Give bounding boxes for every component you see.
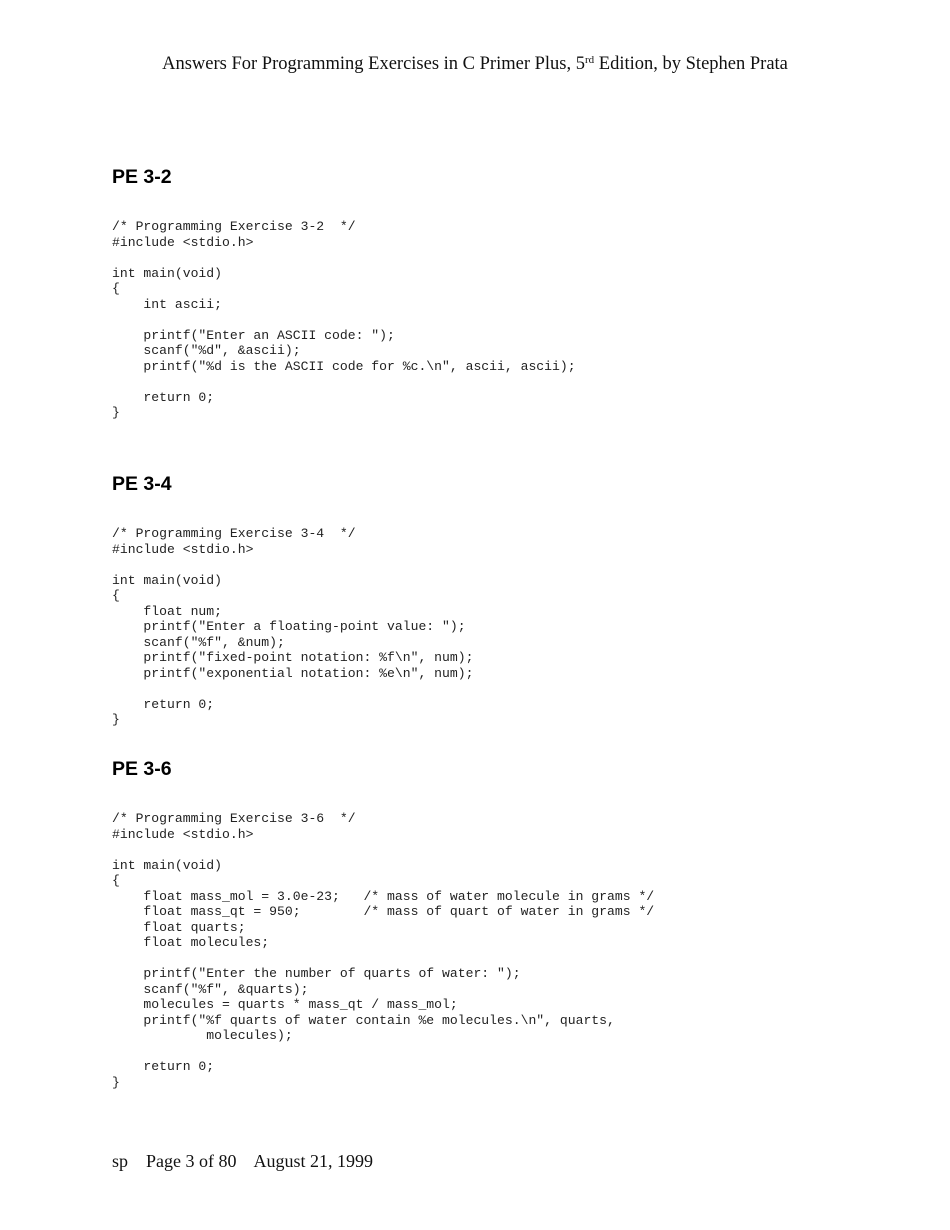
header-title-part1: Answers For Programming Exercises in C Primer Plus, 5 — [162, 54, 585, 74]
header-title-part2: Edition, by Stephen Prata — [594, 54, 788, 74]
header-title-superscript: rd — [585, 54, 595, 66]
page-footer: sp Page 3 of 80 August 21, 1999 — [112, 1151, 373, 1171]
section-title-pe-3-6: PE 3-6 — [112, 758, 172, 780]
code-block-pe-3-6: /* Programming Exercise 3-6 */ #include <stdio.h> int main(void) { float mass_mol = 3.0e-23; /* mass of water molecule in grams */ float mass_qt = 950; /* mass of quart of water in grams */ float quarts; float molecules; printf("Enter the number of quarts of water: "); scanf("%f", &quarts); molecules = quarts * mass_qt / mass_mol; printf("%f quarts of water contain %e molecules.\n", quarts, molecules); return 0; } — [112, 811, 655, 1090]
code-block-pe-3-2: /* Programming Exercise 3-2 */ #include <stdio.h> int main(void) { int ascii; printf("Enter an ASCII code: "); scanf("%d", &ascii); printf("%d is the ASCII code for %c.\n", ascii, ascii); return 0; } — [112, 219, 576, 420]
section-title-pe-3-2: PE 3-2 — [112, 166, 172, 188]
code-block-pe-3-4: /* Programming Exercise 3-4 */ #include <stdio.h> int main(void) { float num; printf("Enter a floating-point value: "); scanf("%f", &num); printf("fixed-point notation: %f\n", num); printf("exponential notation: %e\n", num); return 0; } — [112, 526, 474, 727]
page-header — [0, 54, 950, 75]
section-title-pe-3-4: PE 3-4 — [112, 473, 172, 495]
